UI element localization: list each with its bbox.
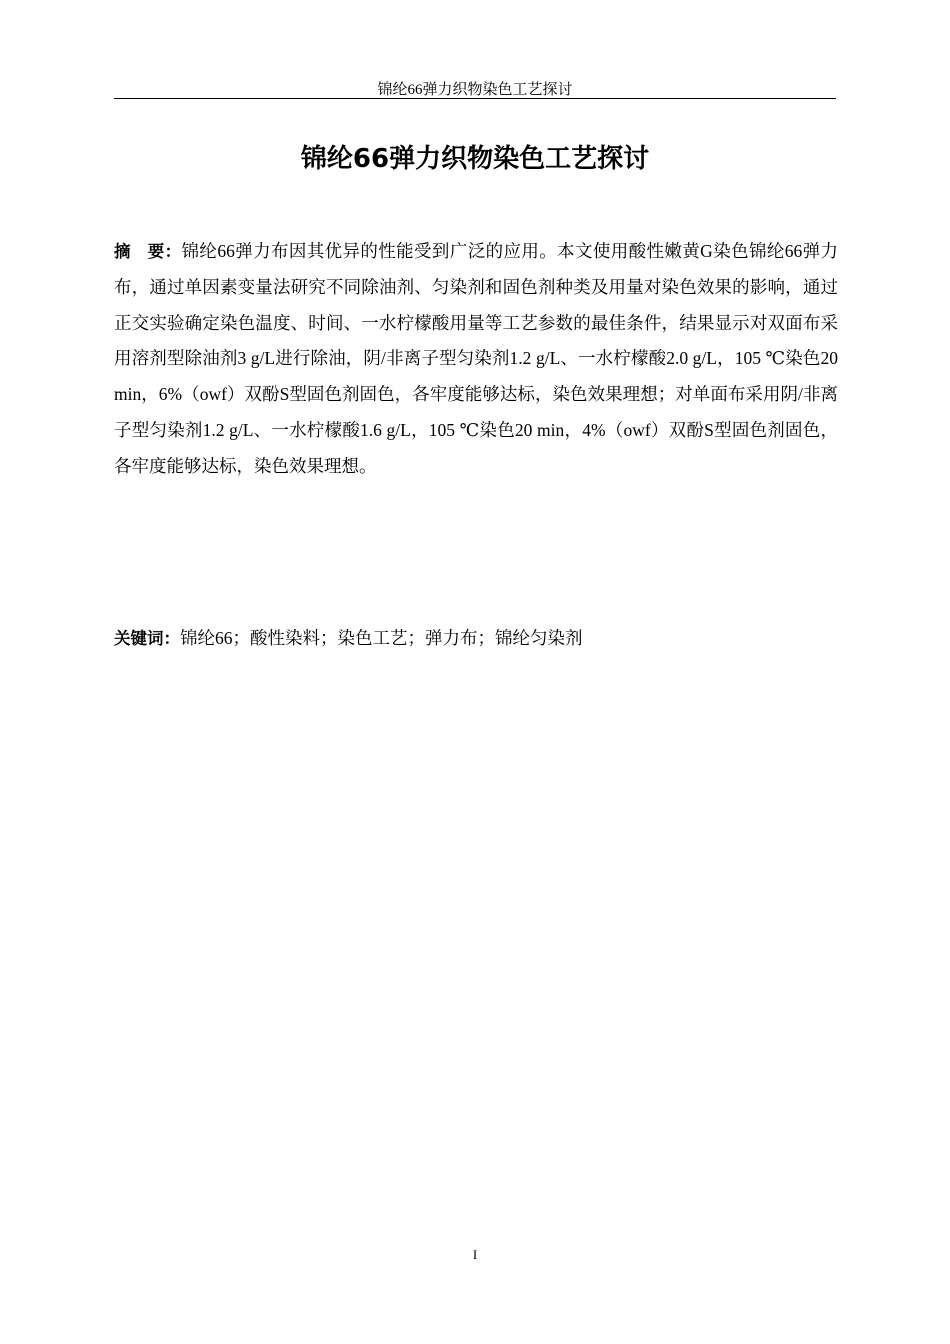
abstract-label: 摘 要：: [114, 242, 182, 261]
header-rule: [114, 98, 836, 99]
abstract-paragraph: [114, 234, 838, 485]
keywords-text: 锦纶66；酸性染料；染色工艺；弹力布；锦纶匀染剂: [180, 628, 583, 648]
keywords-paragraph: [114, 621, 838, 657]
running-header: 锦纶66弹力织物染色工艺探讨: [377, 82, 573, 98]
abstract-text: 锦纶66弹力布因其优异的性能受到广泛的应用。本文使用酸性嫩黄G染色锦纶66弹力布，通过单因素变量法研究不同除油剂、匀染剂和固色剂种类及用量对染色效果的影响，通过正交实验确定染色温度、时间、一水柠檬酸用量等工艺参数的最佳条件，结果显示对双面布采用溶剂型除油剂3 g/L进行除油，阴/非离子型匀染剂1.2 g/L、一水柠檬酸2.0 g/L，105 ℃染色20 min，6%（owf）双酚S型固色剂固色，各牢度能够达标，染色效果理想；对单面布采用阴/非离子型匀染剂1.2 g/L、一水柠檬酸1.6 g/L，105 ℃染色20 min，4%（owf）双酚S型固色剂固色，各牢度能够达标，染色效果理想。: [114, 241, 839, 476]
keywords-label: 关键词：: [114, 629, 180, 648]
page-number: I: [472, 1247, 478, 1262]
document-title: 锦纶66弹力织物染色工艺探讨: [300, 144, 650, 174]
